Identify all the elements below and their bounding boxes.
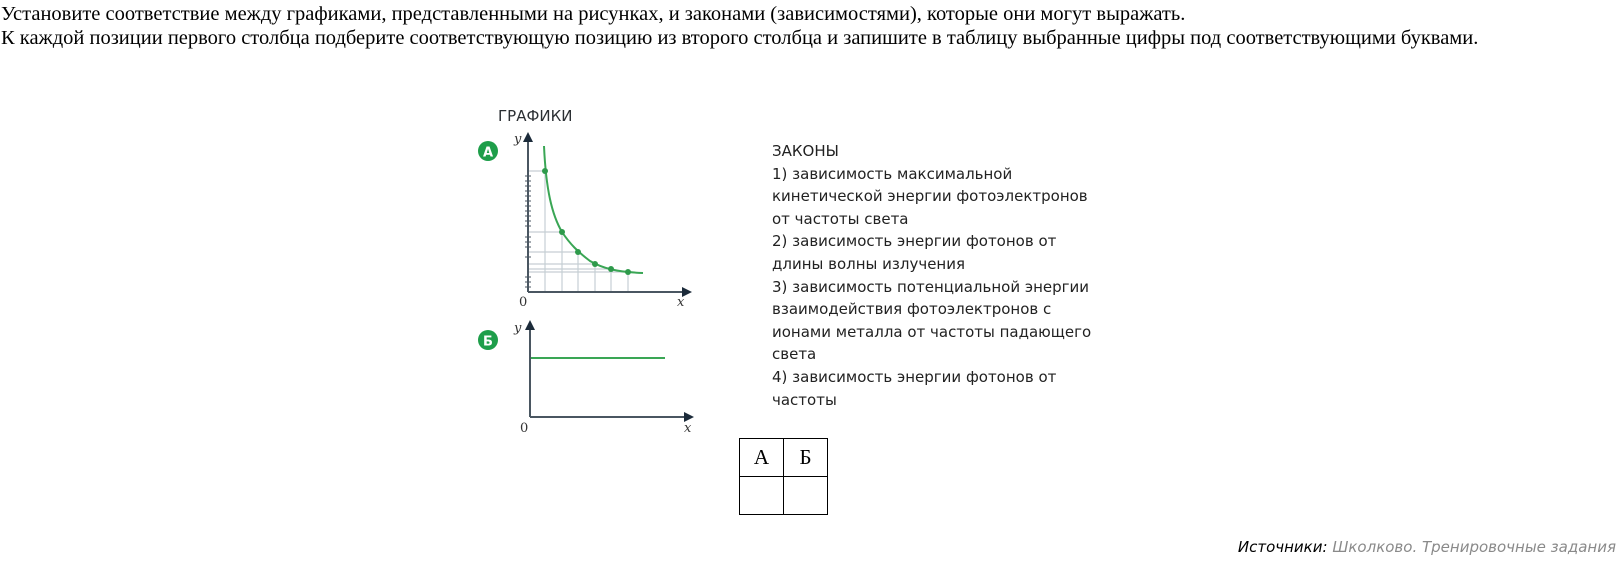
law-line: от частоты света (772, 209, 909, 228)
grid-lines (528, 171, 628, 292)
badge-b-label: Б (483, 334, 493, 350)
law-line: 3) зависимость потенциальной энергии (772, 277, 1090, 296)
source-note (1238, 538, 1616, 556)
law-line: ионами металла от частоты падающего (772, 322, 1092, 341)
y-label-b: y (514, 321, 522, 336)
graph-b (478, 321, 692, 436)
answer-cell-b[interactable] (784, 477, 828, 515)
x-label-b: x (684, 421, 692, 436)
law-line: света (772, 345, 817, 364)
source-label: Источники: (1237, 538, 1328, 556)
graphs-title: ГРАФИКИ (498, 107, 573, 125)
header-a: А (740, 439, 784, 477)
law-line: частоты (772, 390, 837, 409)
law-line: кинетической энергии фотоэлектронов (772, 187, 1088, 206)
answer-cell-a[interactable] (740, 477, 784, 515)
law-line: длины волны излучения (772, 254, 966, 273)
law-line: 1) зависимость максимальной (772, 164, 1013, 183)
origin-a: 0 (519, 295, 528, 310)
answer-table-header-row (740, 439, 828, 477)
law-line: 2) зависимость энергии фотонов от (772, 232, 1057, 251)
badge-a-label: А (482, 145, 494, 161)
task-line-1: Установите соответствие между графиками, представленными на рисунках, и законами (зависимостями), которые они могут выражать. (1, 3, 1186, 25)
hyperbola-curve (544, 146, 643, 273)
x-label-a: x (677, 295, 685, 310)
source-link[interactable]: Школково. Тренировочные задания (1332, 538, 1616, 556)
task-statement (1, 2, 1601, 50)
answer-table-answer-row (740, 477, 828, 515)
laws-list (772, 140, 1112, 411)
law-line: взаимодействия фотоэлектронов с (772, 300, 1052, 319)
task-line-2: К каждой позиции первого столбца подберите соответствующую позицию из второго столбца и запишите в таблицу выбранные цифры под соответствующими буквами. (1, 27, 1479, 49)
y-label-a: y (514, 132, 522, 147)
answer-table (739, 438, 828, 515)
origin-b: 0 (520, 421, 529, 436)
law-line: 4) зависимость энергии фотонов от (772, 367, 1057, 386)
header-b: Б (784, 439, 828, 477)
graph-a (478, 132, 690, 310)
laws-title: ЗАКОНЫ (772, 142, 839, 160)
